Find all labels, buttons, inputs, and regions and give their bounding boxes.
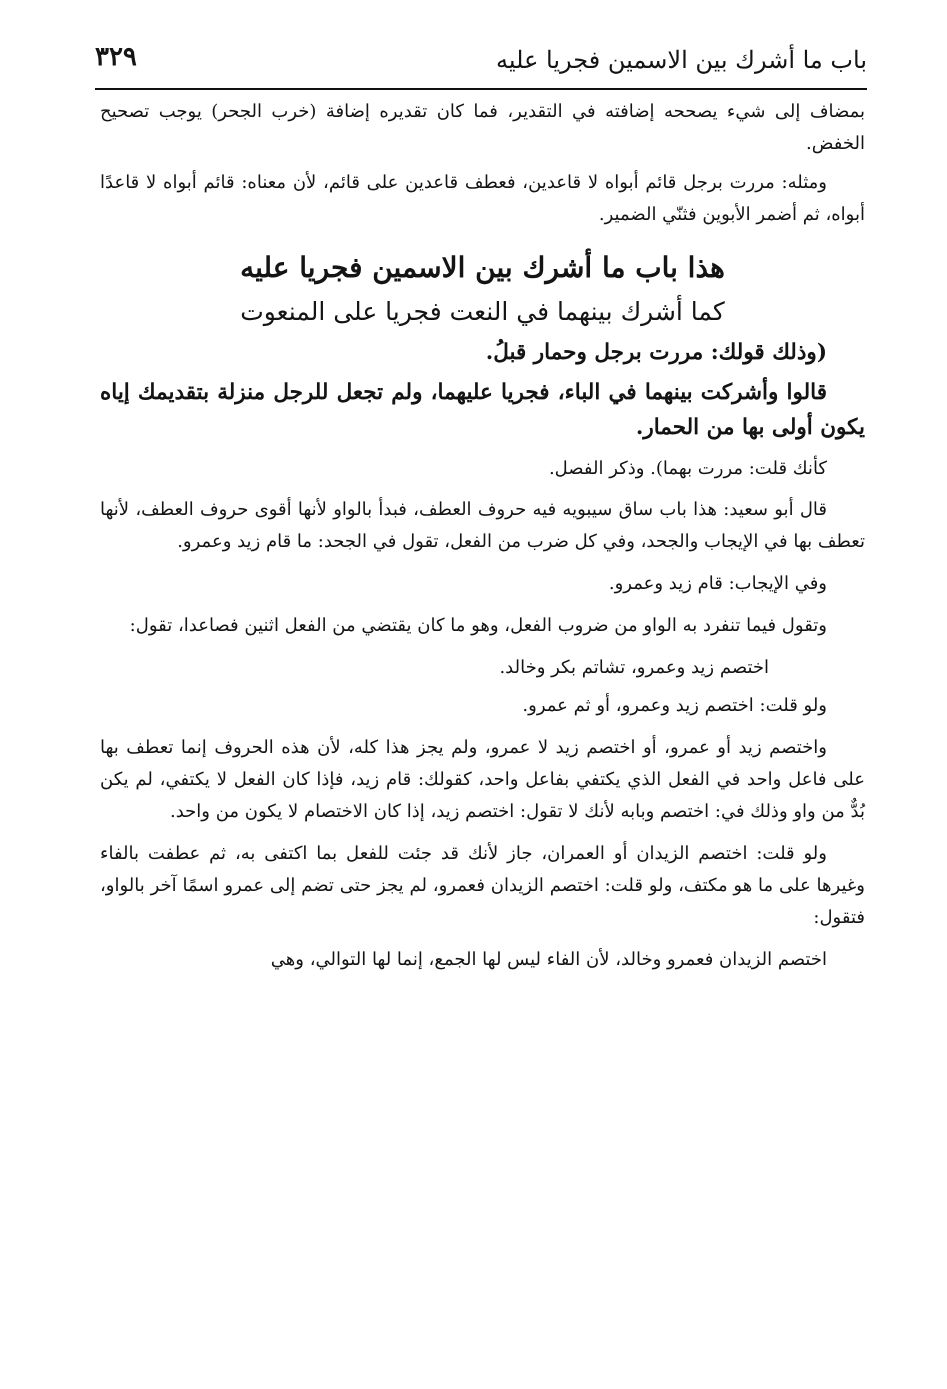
page-number: ٣٢٩ [95,42,137,72]
paragraph-example: ومثله: مررت برجل قائم أبواه لا قاعدين، فعطف قاعدين على قائم، لأن معناه: قائم أبواه لا قاعدًا أبواه، ثم أضمر الأبوين فثنّي الضمير. [100,172,865,225]
commentary-paragraph-3: وتقول فيما تنفرد به الواو من ضروب الفعل، وهو ما كان يقتضي من الفعل اثنين فصاعدا، تقول: [129,615,827,636]
example-line-1: اختصم زيد وعمرو، تشاتم بكر وخالد. [499,657,769,678]
quoted-text-1: (وذلك قولك: مررت برجل وحمار قبلُ. [485,340,827,365]
paragraph-continuation: بمضاف إلى شيء يصححه إضافته في التقدير، فما كان تقديره إضافة (خرب الجحر) يوجب تصحيح الخفض. [100,101,865,154]
running-title: باب ما أشرك بين الاسمين فجريا عليه [496,46,867,74]
example-line-2: ولو قلت: اختصم زيد وعمرو، أو ثم عمرو. [522,695,827,716]
commentary-paragraph-1: قال أبو سعيد: هذا باب ساق سيبويه فيه حروف العطف، فبدأ بالواو لأنها أقوى حروف العطف، لأنها تعطف بها في الإيجاب والجحد، وفي كل ضرب من الفعل، تقول في الجحد: ما قام زيد وعمرو. [100,499,865,552]
quoted-text-2: قالوا وأشركت بينهما في الباء، فجريا عليهما، ولم تجعل للرجل منزلة بتقديمك إياه يكون أولى بها من الحمار. [100,380,865,440]
commentary-paragraph-4: واختصم زيد أو عمرو، أو اختصم زيد لا عمرو، ولم يجز هذا كله، لأن هذه الحروف إنما تعطف بها على فاعل واحد في الفعل الذي يكتفي بفاعل واحد، كقولك: قام زيد، فإذا كان الفعل لا يكتفي، لم يكن بُدٌّ من واو وذلك في: اختصم وبابه لأنك لا تقول: اختصم زيد، إذا كان الاختصام لا يكون من واحد. [100,737,865,822]
commentary-paragraph-5: ولو قلت: اختصم الزيدان أو العمران، جاز لأنك قد جئت للفعل بما اكتفى به، ثم عطفت بالفاء وغيرها على ما هو مكتف، ولو قلت: اختصم الزيدان فعمرو، لم يجز حتى تضم إلى عمرو اسمًا آخر بالواو، فتقول: [100,843,865,928]
chapter-subheading: كما أشرك بينهما في النعت فجريا على المنعوت [240,297,725,326]
commentary-paragraph-2: وفي الإيجاب: قام زيد وعمرو. [608,573,827,594]
commentary-paragraph-6: اختصم الزيدان فعمرو وخالد، لأن الفاء ليس لها الجمع، إنما لها التوالي، وهي [270,949,827,970]
page-header [95,38,867,90]
quoted-text-3: كأنك قلت: مررت بهما). وذكر الفصل. [548,458,827,479]
chapter-heading: هذا باب ما أشرك بين الاسمين فجريا عليه [240,251,725,284]
page-body [100,96,865,976]
